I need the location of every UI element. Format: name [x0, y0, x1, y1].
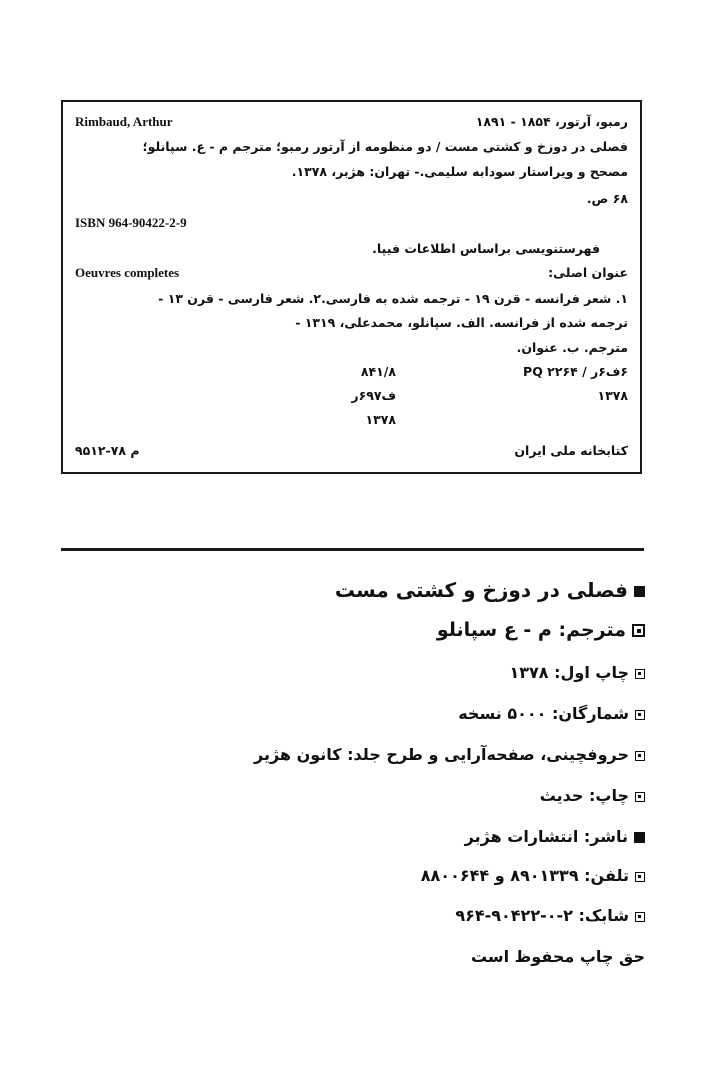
phone-row	[421, 866, 645, 885]
boxed-square-bullet-icon	[632, 624, 645, 637]
lc-year: ۱۳۷۸	[597, 388, 628, 403]
square-bullet-icon	[635, 872, 645, 882]
dewey-classification: ۸۴۱/۸	[360, 364, 396, 379]
translator: مترجم: م - ع سپانلو	[436, 619, 626, 641]
book-title: فصلی در دوزخ و کشتی مست	[334, 578, 628, 602]
circulation-row	[458, 704, 645, 723]
shabak-isbn: شابک: ۲-۰-۹۰۴۲۲-۹۶۴	[455, 906, 629, 925]
solid-square-bullet-icon	[634, 832, 645, 843]
fipa-note: فهرستنویسی براساس اطلاعات فیپا.	[372, 241, 600, 256]
solid-square-bullet-icon	[634, 586, 645, 597]
record-number: م ۷۸-۹۵۱۲	[75, 443, 140, 458]
colophon-title-row	[335, 578, 645, 602]
publisher: ناشر: انتشارات هژبر	[464, 827, 628, 846]
title-statement-line1: فصلی در دوزخ و کشتی مست / دو منظومه از آرتور رمبو؛ مترجم م - ع. سپانلو؛	[142, 139, 628, 154]
subjects-line2: ترجمه شده از فرانسه. الف. سپانلو، محمدعلی، ۱۳۱۹ -	[295, 315, 628, 330]
title-statement-line2: مصحح و ویراستار سودابه سلیمی.- تهران: هژبر، ۱۳۷۸.	[291, 164, 628, 179]
lc-classification: ۶ف۶ر / PQ ۲۲۶۴	[523, 364, 628, 379]
national-library: کتابخانه ملی ایران	[514, 443, 628, 458]
first-print-row	[509, 663, 645, 682]
printing-row	[540, 786, 645, 805]
square-bullet-icon	[635, 792, 645, 802]
author-latin: Rimbaud, Arthur	[75, 114, 173, 129]
square-bullet-icon	[635, 751, 645, 761]
author-persian: رمبو، آرتور، ۱۸۵۴ - ۱۸۹۱	[475, 114, 628, 129]
square-bullet-icon	[635, 710, 645, 720]
phone-numbers: تلفن: ۸۹۰۱۳۳۹ و ۸۸۰۰۶۴۴	[420, 866, 629, 885]
isbn: ISBN 964-90422-2-9	[75, 215, 187, 230]
typesetting-row	[254, 745, 645, 764]
shabak-row	[455, 906, 645, 925]
square-bullet-icon	[635, 912, 645, 922]
subjects-line3: مترجم. ب. عنوان.	[516, 340, 628, 355]
dewey-year: ۱۳۷۸	[365, 412, 396, 427]
original-title-label: عنوان اصلی:	[548, 265, 628, 280]
circulation: شمارگان: ۵۰۰۰ نسخه	[458, 704, 629, 723]
original-title-latin: Oeuvres completes	[75, 265, 180, 280]
printing-house: چاپ: حدیث	[539, 786, 629, 805]
publisher-row	[465, 827, 645, 846]
dewey-author-mark: ف۶۹۷ر	[351, 388, 396, 403]
section-divider	[61, 548, 644, 551]
cip-record-box	[61, 100, 642, 474]
typesetting: حروفچینی، صفحه‌آرایی و طرح جلد: کانون هژیر	[254, 745, 629, 764]
subjects-line1: ۱. شعر فرانسه - قرن ۱۹ - ترجمه شده به فارسی.۲. شعر فارسی - قرن ۱۳ -	[158, 291, 628, 306]
square-bullet-icon	[635, 669, 645, 679]
translator-row	[437, 619, 645, 641]
first-print: چاپ اول: ۱۳۷۸	[509, 663, 629, 682]
copyright-row	[471, 947, 645, 966]
page-count: ۶۸ ص.	[586, 191, 628, 206]
copyright-notice: حق چاپ محفوظ است	[470, 947, 645, 966]
